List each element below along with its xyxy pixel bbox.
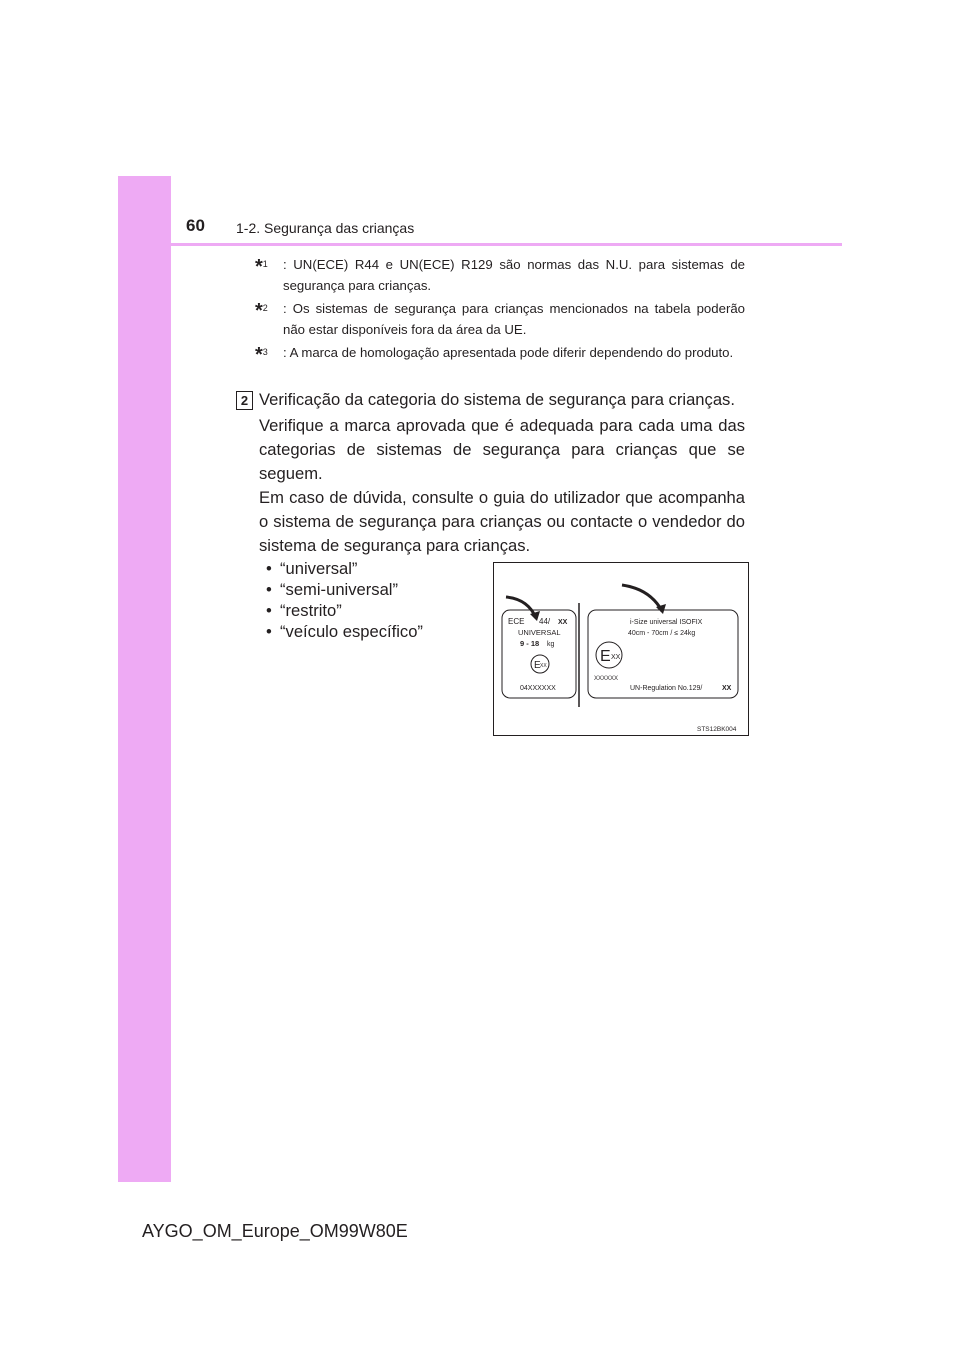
e-mark-letter: E bbox=[534, 660, 541, 671]
list-item bbox=[266, 600, 423, 621]
bullet-icon: • bbox=[266, 580, 272, 599]
list-item-text: “semi-universal” bbox=[280, 580, 399, 599]
header-rule bbox=[118, 243, 842, 246]
e-mark-letter: E bbox=[600, 648, 611, 665]
approval-number: XXXXXX bbox=[594, 676, 619, 682]
regulation-text: UN-Regulation No.129/ bbox=[630, 685, 703, 692]
footnote-3 bbox=[255, 342, 745, 366]
e-mark-sub: XX bbox=[540, 663, 547, 669]
footnote-2 bbox=[255, 298, 745, 340]
regulation-suffix: XX bbox=[558, 619, 568, 626]
approval-label-figure bbox=[493, 562, 749, 736]
bullet-icon: • bbox=[266, 601, 272, 620]
footnote-text: : A marca de homologação apresentada pode diferir dependendo do produto. bbox=[283, 345, 734, 360]
page-number: 60 bbox=[186, 216, 205, 235]
approval-label-illustration bbox=[494, 563, 748, 735]
bullet-icon: • bbox=[266, 559, 272, 578]
paragraph: Em caso de dúvida, consulte o guia do utilizador que acompanha o sistema de segurança para crianças ou contacte o vendedor do sistema de segurança para crianças. bbox=[259, 488, 745, 555]
approval-number: 04XXXXXX bbox=[520, 685, 556, 692]
weight-unit-text: kg bbox=[547, 641, 555, 648]
bullet-icon: • bbox=[266, 622, 272, 641]
footnote-text: : UN(ECE) R44 e UN(ECE) R129 são normas das N.U. para sistemas de segurança para crianças. bbox=[283, 257, 745, 293]
list-item-text: “universal” bbox=[280, 559, 358, 578]
category-list bbox=[266, 558, 423, 642]
list-item bbox=[266, 621, 423, 642]
footnote-1 bbox=[255, 254, 745, 296]
footnote-text: : Os sistemas de segurança para crianças mencionados na tabela poderão não estar disponíveis fora da área da UE. bbox=[283, 301, 745, 337]
list-item bbox=[266, 558, 423, 579]
isize-title: i-Size universal ISOFIX bbox=[630, 619, 703, 626]
arrow-icon bbox=[622, 585, 662, 611]
paragraph: Verifique a marca aprovada que é adequada para cada uma das categorias de sistemas de segurança para crianças que se seguem. bbox=[259, 416, 745, 483]
footnote-number: 2 bbox=[262, 303, 268, 313]
weight-range-text: 9 - 18 bbox=[520, 639, 540, 648]
e-mark-sub: XX bbox=[611, 654, 621, 661]
category-text: UNIVERSAL bbox=[518, 628, 561, 637]
figure-code: STS12BK004 bbox=[697, 726, 737, 733]
sidebar-tab bbox=[118, 176, 171, 1182]
list-item-text: “restrito” bbox=[280, 601, 342, 620]
footnote-star: * bbox=[255, 344, 263, 366]
step-heading: Verificação da categoria do sistema de segurança para crianças. bbox=[259, 390, 735, 409]
footnote-number: 1 bbox=[262, 259, 268, 269]
list-item-text: “veículo específico” bbox=[280, 622, 423, 641]
footnote-number: 3 bbox=[262, 347, 268, 357]
section-title: 1-2. Segurança das crianças bbox=[236, 220, 415, 236]
list-item bbox=[266, 579, 423, 600]
regulation-text: 44/ bbox=[539, 617, 551, 626]
footnote-star: * bbox=[255, 256, 263, 278]
ece-text: ECE bbox=[508, 617, 525, 626]
footer-doc-id: AYGO_OM_Europe_OM99W80E bbox=[142, 1221, 408, 1241]
regulation-suffix: XX bbox=[722, 685, 732, 692]
isize-range: 40cm - 70cm / ≤ 24kg bbox=[628, 630, 696, 637]
footnote-star: * bbox=[255, 300, 263, 322]
step-number-box: 2 bbox=[236, 391, 253, 410]
